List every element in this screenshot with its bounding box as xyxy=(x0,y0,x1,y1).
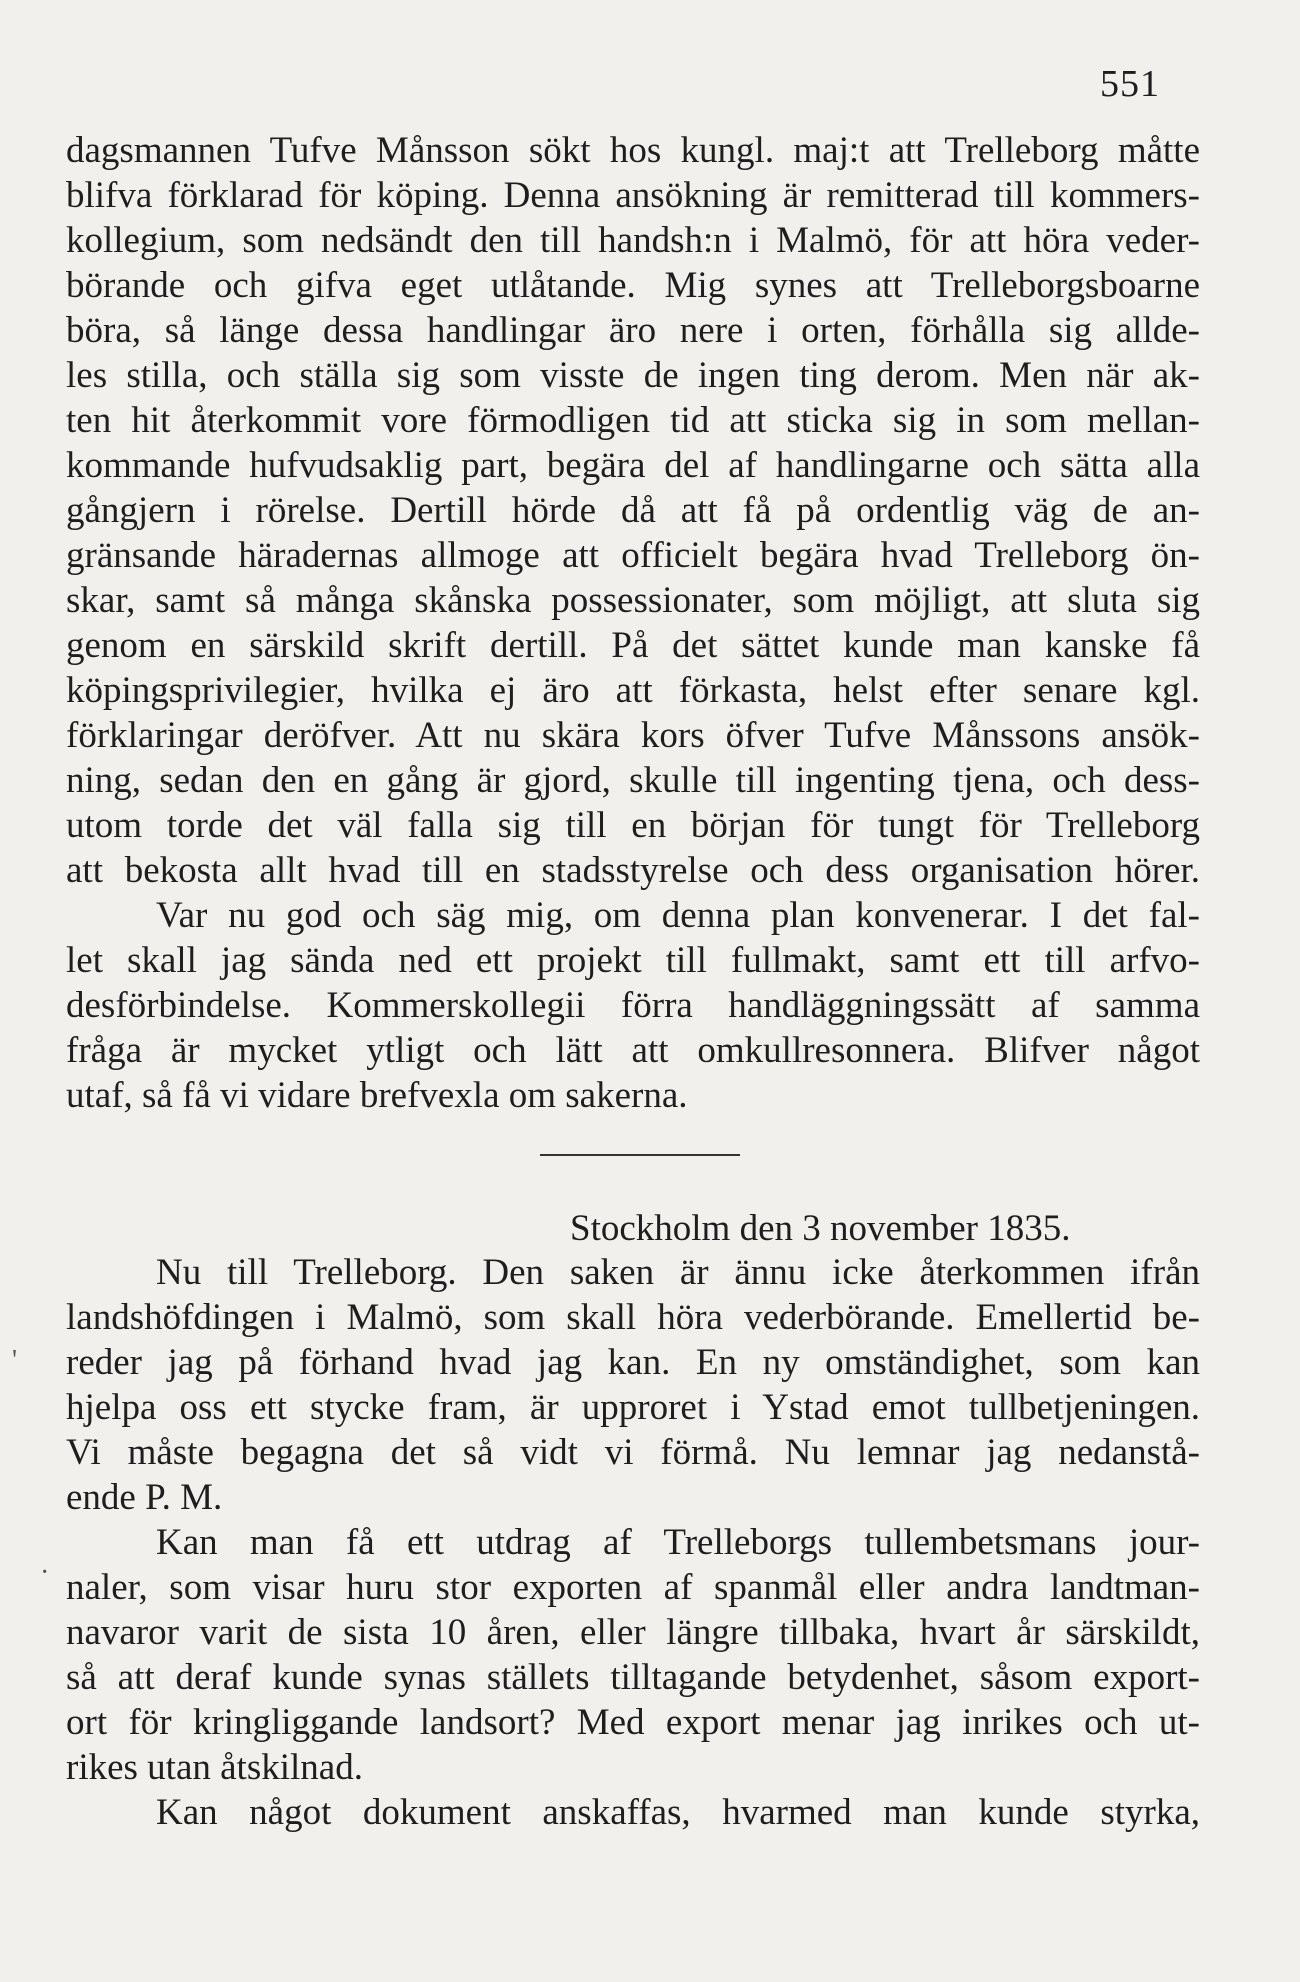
text-line: hjelpa oss ett stycke fram, är upproret i Ystad emot tullbetjeningen. xyxy=(66,1387,1200,1428)
text-line: utaf, så få vi vidare brefvexla om sakerna. xyxy=(66,1075,688,1116)
text-line: naler, som visar huru stor exporten af spanmål eller andra landtman- xyxy=(66,1567,1200,1608)
text-line: let skall jag sända ned ett projekt till fullmakt, samt ett till arfvo- xyxy=(66,940,1200,981)
page-number: 551 xyxy=(1100,63,1160,105)
text-line: dagsmannen Tufve Månsson sökt hos kungl. maj:t att Trelleborg måtte xyxy=(66,130,1200,171)
text-line: rikes utan åtskilnad. xyxy=(66,1747,363,1788)
text-line: böra, så länge dessa handlingar äro nere i orten, förhålla sig allde- xyxy=(66,310,1200,351)
text-line: reder jag på förhand hvad jag kan. En ny omständighet, som kan xyxy=(66,1342,1200,1383)
text-line: ning, sedan den en gång är gjord, skulle till ingenting tjena, och dess- xyxy=(66,760,1200,801)
text-line: börande och gifva eget utlåtande. Mig synes att Trelleborgsboarne xyxy=(66,265,1200,306)
text-line: köpingsprivilegier, hvilka ej äro att förkasta, helst efter senare kgl. xyxy=(66,670,1200,711)
text-line: landshöfdingen i Malmö, som skall höra vederbörande. Emellertid be- xyxy=(66,1297,1200,1338)
text-line: blifva förklarad för köping. Denna ansökning är remitterad till kommers- xyxy=(66,175,1200,216)
text-line: ten hit återkommit vore förmodligen tid att sticka sig in som mellan- xyxy=(66,400,1200,441)
text-line: navaror varit de sista 10 åren, eller längre tillbaka, hvart år särskildt, xyxy=(66,1612,1200,1653)
section-divider xyxy=(540,1154,740,1156)
margin-mark: ' xyxy=(12,1345,18,1376)
text-line: kommande hufvudsaklig part, begära del af handlingarne och sätta alla xyxy=(66,445,1200,486)
text-line: kollegium, som nedsändt den till handsh:n i Malmö, för att höra veder- xyxy=(66,220,1200,261)
text-line: ort för kringliggande landsort? Med export menar jag inrikes och ut- xyxy=(66,1702,1200,1743)
text-line: desförbindelse. Kommerskollegii förra handläggningssätt af samma xyxy=(66,985,1200,1026)
text-line: gångjern i rörelse. Dertill hörde då att få på ordentlig väg de an- xyxy=(66,490,1200,531)
text-line: förklaringar deröfver. Att nu skära kors öfver Tufve Månssons ansök- xyxy=(66,715,1200,756)
text-line: Vi måste begagna det så vidt vi förmå. Nu lemnar jag nedanstå- xyxy=(66,1432,1200,1473)
text-line: Kan något dokument anskaffas, hvarmed man kunde styrka, xyxy=(156,1792,1200,1833)
text-line: fråga är mycket ytligt och lätt att omkullresonnera. Blifver något xyxy=(66,1030,1200,1071)
dateline: Stockholm den 3 november 1835. xyxy=(570,1208,1071,1249)
text-line: så att deraf kunde synas ställets tilltagande betydenhet, såsom export- xyxy=(66,1657,1200,1698)
text-line: ende P. M. xyxy=(66,1477,223,1518)
text-line: gränsande häradernas allmoge att officielt begära hvad Trelleborg ön- xyxy=(66,535,1200,576)
text-line: Nu till Trelleborg. Den saken är ännu icke återkommen ifrån xyxy=(156,1252,1200,1293)
text-line: att bekosta allt hvad till en stadsstyrelse och dess organisation hörer. xyxy=(66,850,1200,891)
text-line: Kan man få ett utdrag af Trelleborgs tullembetsmans jour- xyxy=(156,1522,1200,1563)
text-line: utom torde det väl falla sig till en början för tungt för Trelleborg xyxy=(66,805,1200,846)
text-line: genom en särskild skrift dertill. På det sättet kunde man kanske få xyxy=(66,625,1200,666)
text-line: Var nu god och säg mig, om denna plan konvenerar. I det fal- xyxy=(156,895,1200,936)
text-line: skar, samt så många skånska possessionater, som möjligt, att sluta sig xyxy=(66,580,1200,621)
margin-mark: · xyxy=(40,1557,50,1588)
text-line: les stilla, och ställa sig som visste de ingen ting derom. Men när ak- xyxy=(66,355,1200,396)
